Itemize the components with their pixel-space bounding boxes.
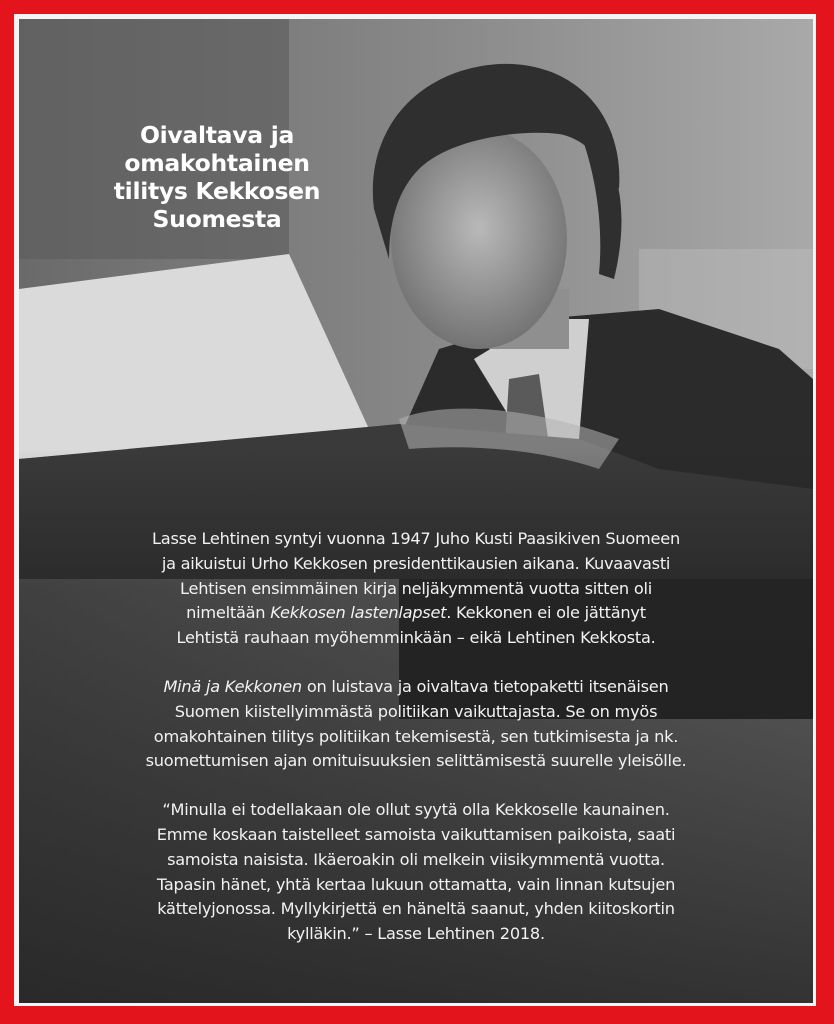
text-line: Emme koskaan taistelleet samoista vaikuttamisen paikoista, saati xyxy=(156,824,676,844)
text-line: ja aikuistui Urho Kekkosen presidenttikausien aikana. Kuvaavasti xyxy=(161,553,671,573)
text-segment: on luistava ja oivaltava tietopaketti itsenäisen xyxy=(301,676,669,696)
blurb-text xyxy=(59,527,773,971)
text-line xyxy=(59,675,773,700)
headline-line: omakohtainen xyxy=(124,149,310,177)
text-line: omakohtainen tilitys politiikan tekemisestä, sen tutkimisesta ja nk. xyxy=(153,726,679,746)
text-line: Suomen kiistellyimmästä politiikan vaikuttajasta. Se on myös xyxy=(174,701,658,721)
text-line: suomettumisen ajan omituisuuksien selittämisestä suurelle yleisölle. xyxy=(145,751,687,771)
book-title-italic: Kekkosen lastenlapset xyxy=(270,603,447,623)
headline-line: tilitys Kekkosen xyxy=(113,177,321,205)
paragraph-author xyxy=(59,527,773,651)
text-line: “Minulla ei todellakaan ole ollut syytä olla Kekkoselle kaunainen. xyxy=(162,800,670,820)
text-line: Tapasin hänet, yhtä kertaa lukuun ottamatta, vain linnan kutsujen xyxy=(156,874,676,894)
text-line: Lehtistä rauhaan myöhemminkään – eikä Lehtinen Kekkosta. xyxy=(176,628,656,648)
text-line: Lehtisen ensimmäinen kirja neljäkymmentä vuotta sitten oli xyxy=(180,578,652,598)
text-segment: nimeltään xyxy=(186,603,271,623)
paragraph-quote xyxy=(59,798,773,947)
headline-line: Suomesta xyxy=(152,205,282,233)
text-line: kylläkin.” – Lasse Lehtinen 2018. xyxy=(287,924,545,944)
text-line xyxy=(59,601,773,626)
cover-photo xyxy=(19,19,813,1003)
text-segment: . Kekkonen ei ole jättänyt xyxy=(446,603,646,623)
text-line: Lasse Lehtinen syntyi vuonna 1947 Juho Kusti Paasikiven Suomeen xyxy=(152,529,680,548)
paragraph-book xyxy=(59,675,773,774)
text-line: samoista naisista. Ikäeroakin oli melkein viisikymmentä vuotta. xyxy=(167,849,665,869)
book-title-italic: Minä ja Kekkonen xyxy=(163,676,302,696)
text-line: kättelyjonossa. Myllykirjettä en häneltä saanut, yhden kiitoskortin xyxy=(157,899,675,919)
headline xyxy=(97,121,337,233)
headline-line: Oivaltava ja xyxy=(139,121,295,149)
